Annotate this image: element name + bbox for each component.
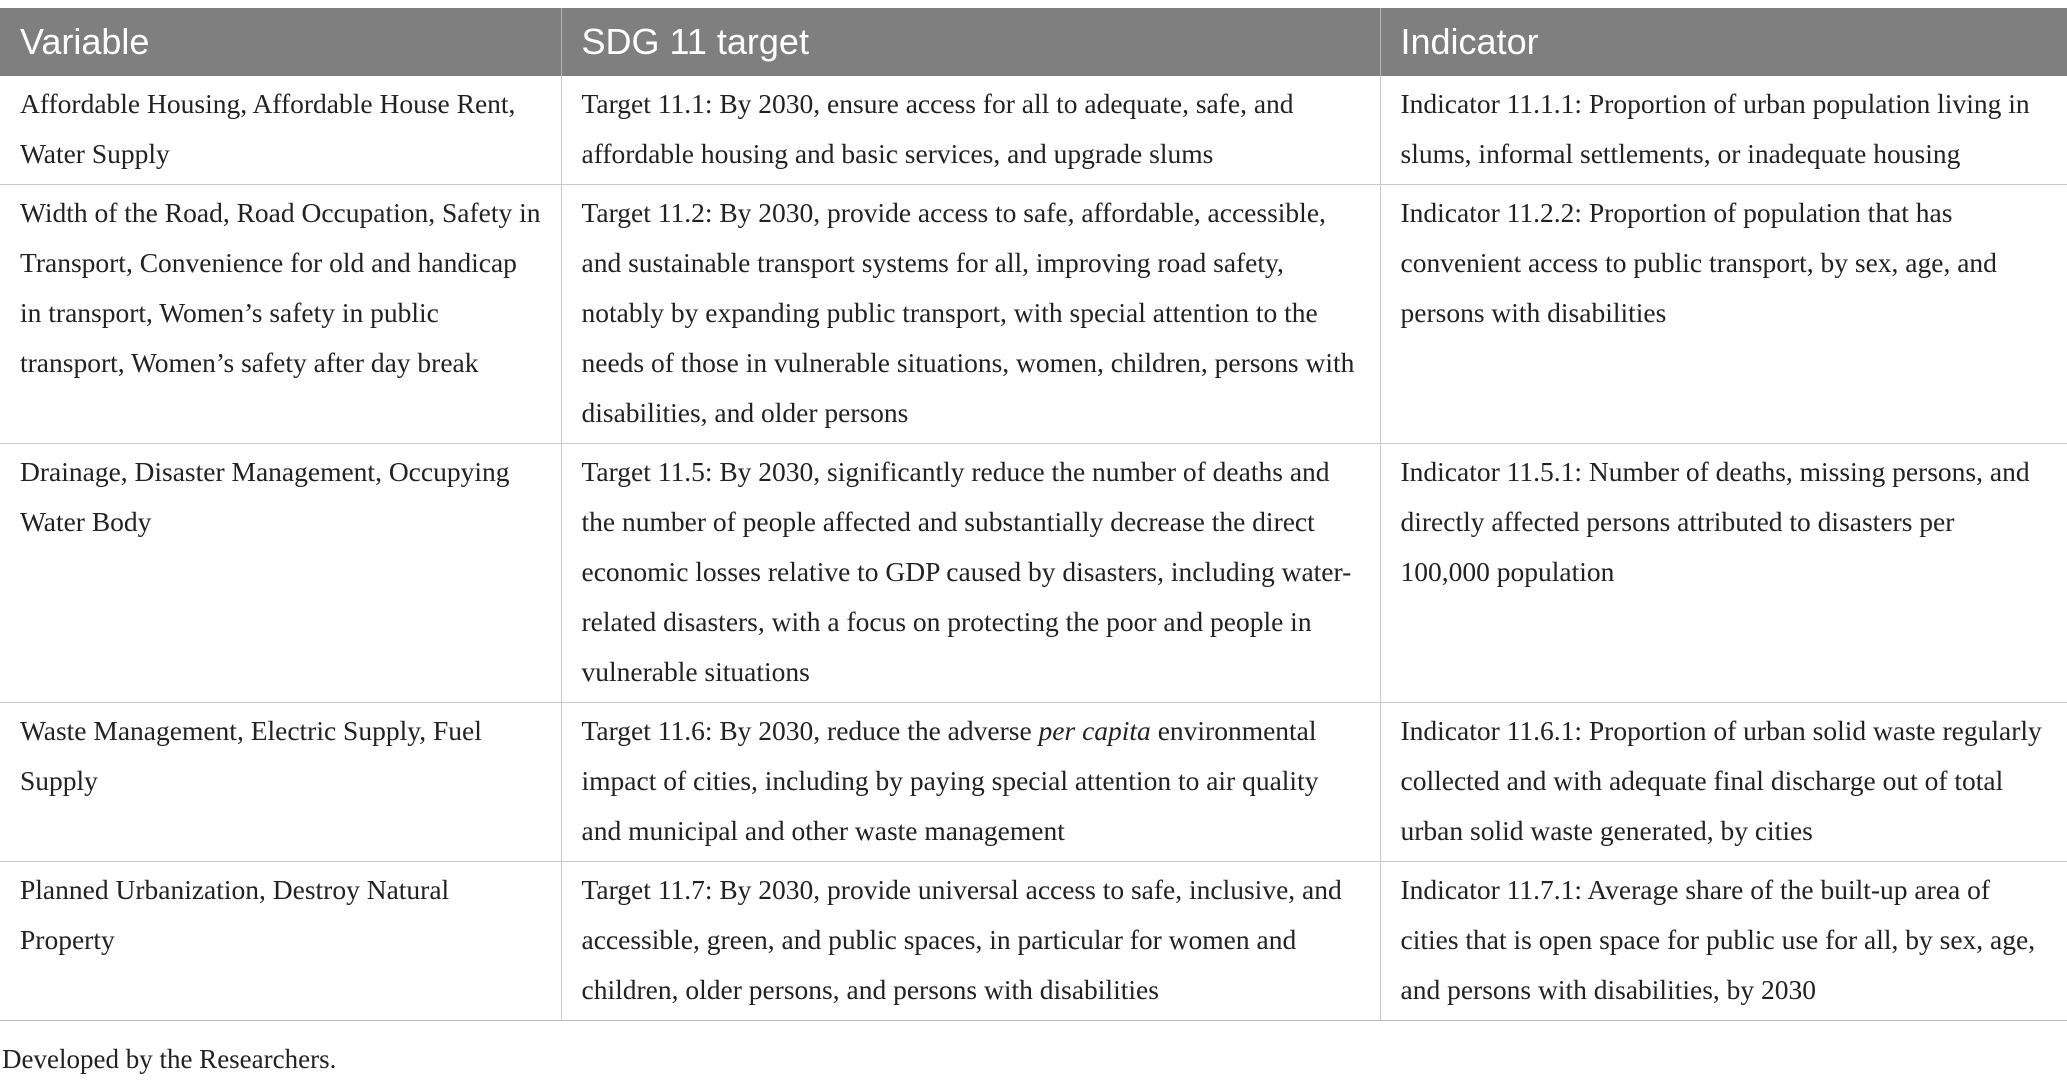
cell-variable: Planned Urbanization, Destroy Natural Property [0, 862, 561, 1021]
table-header [0, 8, 2067, 76]
sdg11-table-container [0, 8, 2067, 1021]
header-row [0, 8, 2067, 76]
table-row [0, 444, 2067, 703]
table-body [0, 76, 2067, 1021]
header-sdg11-target: SDG 11 target [561, 8, 1380, 76]
cell-target: Target 11.5: By 2030, significantly reduce the number of deaths and the number of people affected and substantially decrease the direct economic losses relative to GDP caused by disasters, including water-related disasters, with a focus on protecting the poor and people in vulnerable situations [561, 444, 1380, 703]
table-row [0, 862, 2067, 1021]
cell-variable: Affordable Housing, Affordable House Rent, Water Supply [0, 76, 561, 185]
cell-indicator: Indicator 11.7.1: Average share of the built-up area of cities that is open space for public use for all, by sex, age, and persons with disabilities, by 2030 [1380, 862, 2067, 1021]
cell-indicator: Indicator 11.2.2: Proportion of population that has convenient access to public transport, by sex, age, and persons with disabilities [1380, 185, 2067, 444]
cell-indicator: Indicator 11.6.1: Proportion of urban solid waste regularly collected and with adequate final discharge out of total urban solid waste generated, by cities [1380, 703, 2067, 862]
cell-variable: Width of the Road, Road Occupation, Safety in Transport, Convenience for old and handicap in transport, Women’s safety in public transport, Women’s safety after day break [0, 185, 561, 444]
cell-target: Target 11.7: By 2030, provide universal access to safe, inclusive, and accessible, green, and public spaces, in particular for women and children, older persons, and persons with disabilities [561, 862, 1380, 1021]
cell-indicator: Indicator 11.1.1: Proportion of urban population living in slums, informal settlements, or inadequate housing [1380, 76, 2067, 185]
cell-target [561, 703, 1380, 862]
table-row [0, 76, 2067, 185]
table-row [0, 185, 2067, 444]
sdg11-table [0, 8, 2067, 1021]
target-text-prefix: Target 11.6: By 2030, reduce the adverse [581, 715, 1039, 746]
target-text-italic: per capita [1038, 715, 1151, 746]
header-indicator: Indicator [1380, 8, 2067, 76]
cell-variable: Drainage, Disaster Management, Occupying Water Body [0, 444, 561, 703]
cell-indicator: Indicator 11.5.1: Number of deaths, missing persons, and directly affected persons attributed to disasters per 100,000 population [1380, 444, 2067, 703]
target-text-suffix: environmental impact of cities, including by paying special attention to air quality and municipal and other waste management [581, 715, 1319, 846]
cell-variable: Waste Management, Electric Supply, Fuel Supply [0, 703, 561, 862]
table-footnote: Developed by the Researchers. [2, 1044, 337, 1074]
table-row [0, 703, 2067, 862]
cell-target: Target 11.2: By 2030, provide access to safe, affordable, accessible, and sustainable transport systems for all, improving road safety, notably by expanding public transport, with special attention to the needs of those in vulnerable situations, women, children, persons with disabilities, and older persons [561, 185, 1380, 444]
header-variable: Variable [0, 8, 561, 76]
cell-target: Target 11.1: By 2030, ensure access for all to adequate, safe, and affordable housing and basic services, and upgrade slums [561, 76, 1380, 185]
